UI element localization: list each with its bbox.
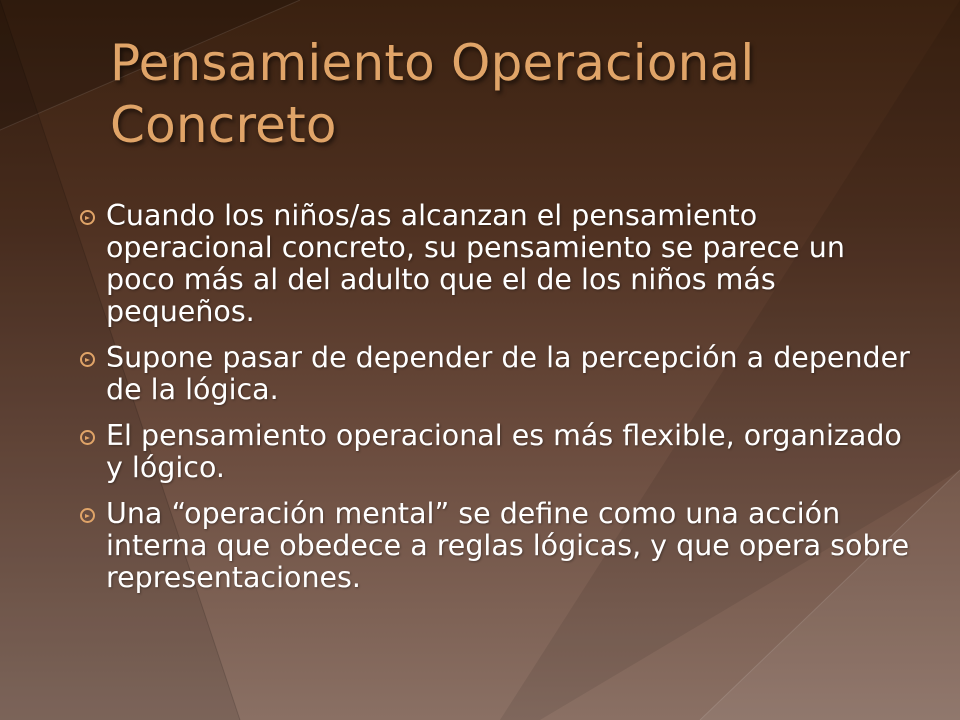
slide-title-line-2: Concreto <box>110 96 337 154</box>
bullet-list <box>80 200 910 608</box>
bullet-item-4 <box>80 498 910 594</box>
bullet-item-3 <box>80 420 910 484</box>
circled-arrow-icon <box>80 430 95 445</box>
slide-title-line-1: Pensamiento Operacional <box>110 34 755 92</box>
circled-arrow-icon <box>80 210 95 225</box>
bullet-item-2 <box>80 342 910 406</box>
bullet-text-2: Supone pasar de depender de la percepción a depender de la lógica. <box>106 341 910 406</box>
circled-arrow-icon <box>80 352 95 367</box>
slide-title <box>110 32 930 156</box>
bullet-text-1: Cuando los niños/as alcanzan el pensamiento operacional concreto, su pensamiento se parece un poco más al del adulto que el de los niños más pequeños. <box>106 199 845 328</box>
bullet-text-3: El pensamiento operacional es más flexible, organizado y lógico. <box>106 419 902 484</box>
circled-arrow-icon <box>80 508 95 523</box>
bullet-item-1 <box>80 200 910 328</box>
bullet-text-4: Una “operación mental” se define como una acción interna que obedece a reglas lógicas, y que opera sobre representaciones. <box>106 497 910 594</box>
